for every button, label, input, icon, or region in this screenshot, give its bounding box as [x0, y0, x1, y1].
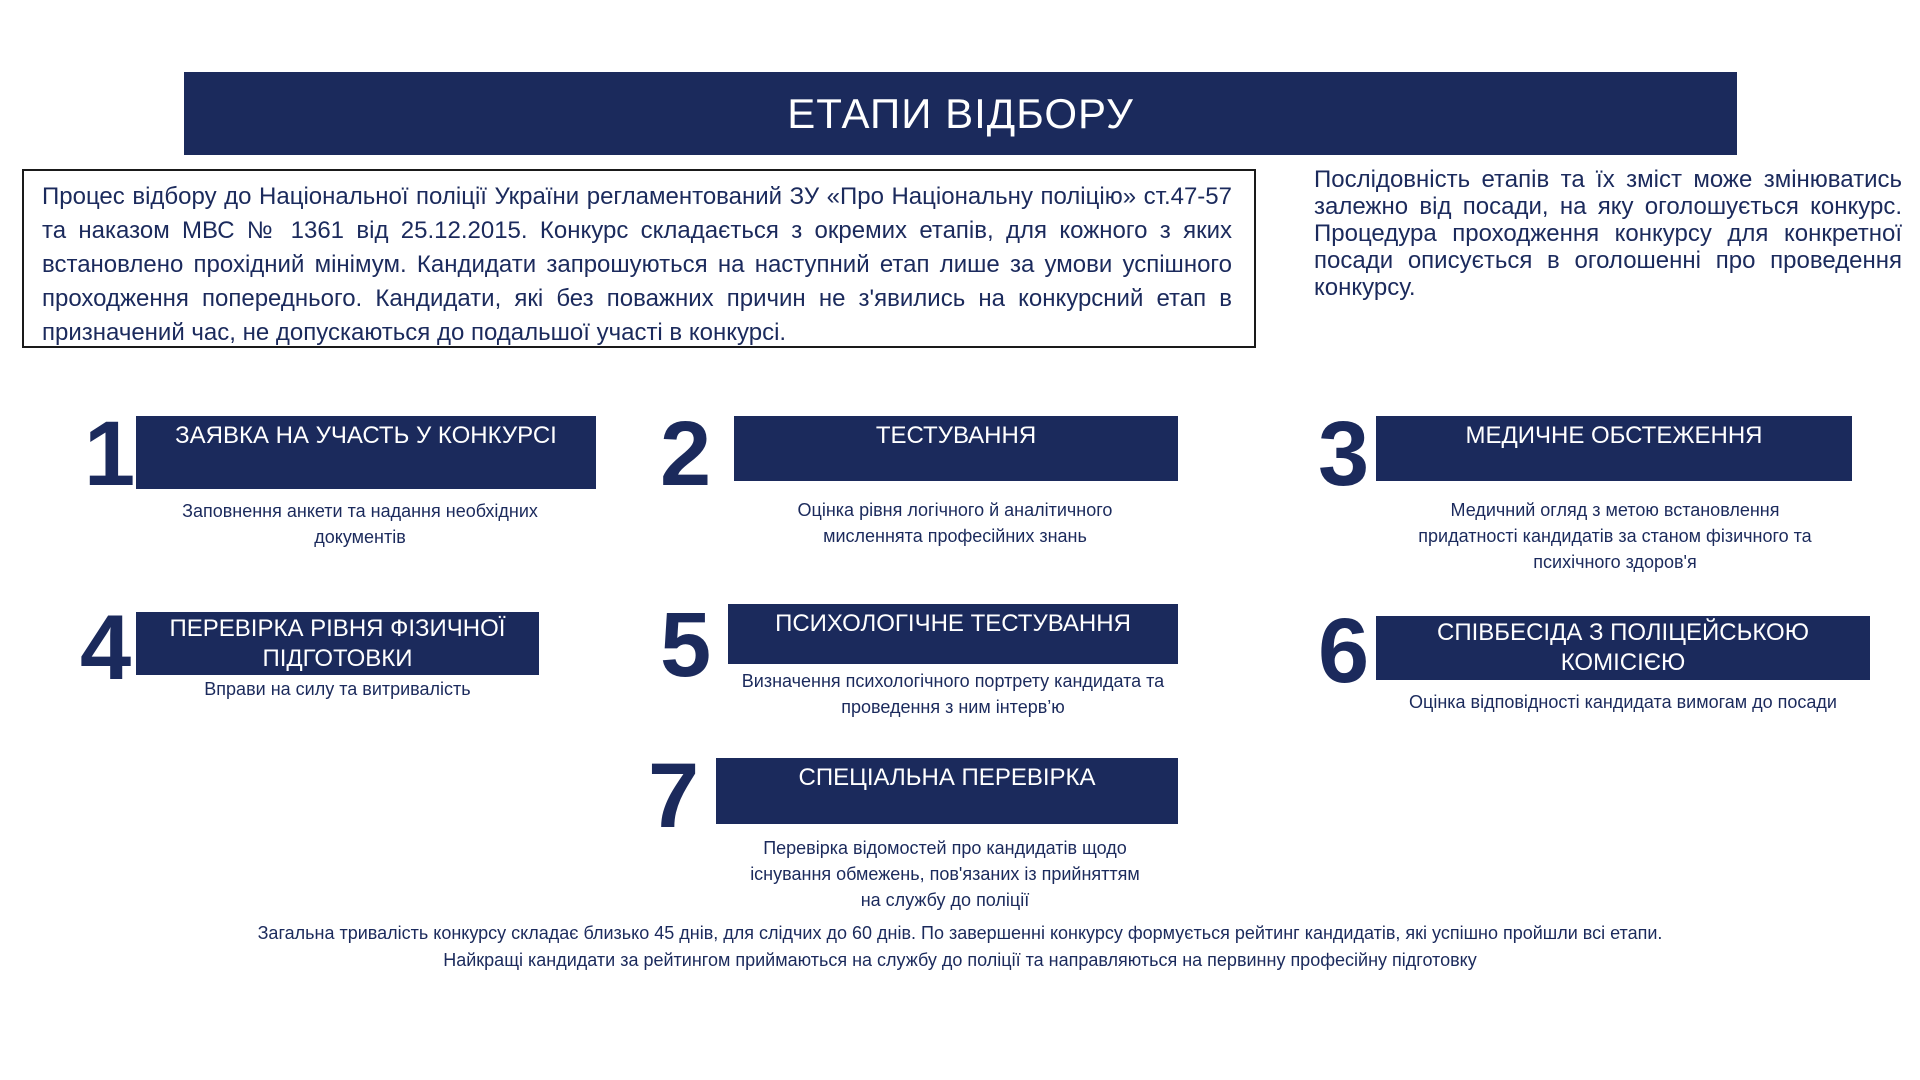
stage-number-4: 4	[80, 597, 132, 699]
stage-number-7: 7	[648, 745, 700, 847]
stage-number-2: 2	[660, 403, 712, 505]
page-title: ЕТАПИ ВІДБОРУ	[184, 72, 1737, 155]
stage-desc-5: Визначення психологічного портрету кандидата та проведення з ним інтерв’ю	[741, 671, 1165, 717]
side-note: Послідовність етапів та їх зміст може змінюватись залежно від посади, на яку оголошується конкурс. Процедура проходження конкурсу для конкретної посади описується в оголошенні про проведення конкурсу.	[1314, 166, 1902, 301]
footer-line-2: Найкращі кандидати за рейтингом приймаються на службу до поліції та направляються на первинну професійну підготовку	[443, 950, 1477, 970]
stage-number-5: 5	[660, 594, 712, 696]
stage-desc-6: Оцінка відповідності кандидата вимогам до посади	[1409, 692, 1837, 712]
stage-number-6: 6	[1318, 600, 1370, 702]
intro-text-box: Процес відбору до Національної поліції України регламентований ЗУ «Про Національну поліцію» ст.47-57 та наказом МВС № 1361 від 25.12.2015. Конкурс складається з окремих етапів, для кожного з яких встановлено прохідний мінімум. Кандидати запрошуються на наступний етап лише за умови успішного проходження попереднього. Кандидати, які без поважних причин не з'явились на конкурсний етап в призначений час, не допускаються до подальшої участі в конкурсі.	[22, 169, 1256, 348]
stage-title-5: ПСИХОЛОГІЧНЕ ТЕСТУВАННЯ	[728, 604, 1178, 664]
stage-title-1: ЗАЯВКА НА УЧАСТЬ У КОНКУРСІ	[136, 416, 596, 489]
stage-title-4: ПЕРЕВІРКА РІВНЯ ФІЗИЧНОЇ ПІДГОТОВКИ	[136, 612, 539, 675]
stage-desc-4: Вправи на силу та витривалість	[204, 679, 471, 699]
stage-number-3: 3	[1318, 403, 1370, 505]
stage-desc-7: Перевірка відомостей про кандидатів щодо існування обмежень, пов'язаних із прийняттям на службу до поліції	[750, 838, 1140, 910]
stage-title-3: МЕДИЧНЕ ОБСТЕЖЕННЯ	[1376, 416, 1852, 481]
stage-desc-3: Медичний огляд з метою встановлення придатності кандидатів за станом фізичного та психічного здоров'я	[1418, 500, 1812, 572]
stage-number-1: 1	[84, 403, 136, 505]
stage-desc-2: Оцінка рівня логічного й аналітичного мисленнята професійних знань	[797, 500, 1113, 546]
stage-title-7: СПЕЦІАЛЬНА ПЕРЕВІРКА	[716, 758, 1178, 824]
footer-line-1: Загальна тривалість конкурсу складає близько 45 днів, для слідчих до 60 днів. По завершенні конкурсу формується рейтинг кандидатів, які успішно пройшли всі етапи.	[257, 923, 1663, 943]
stage-title-2: ТЕСТУВАННЯ	[734, 416, 1178, 481]
stage-title-6: СПІВБЕСІДА З ПОЛІЦЕЙСЬКОЮ КОМІСІЄЮ	[1376, 616, 1870, 680]
stage-desc-1: Заповнення анкети та надання необхідних документів	[182, 501, 538, 547]
